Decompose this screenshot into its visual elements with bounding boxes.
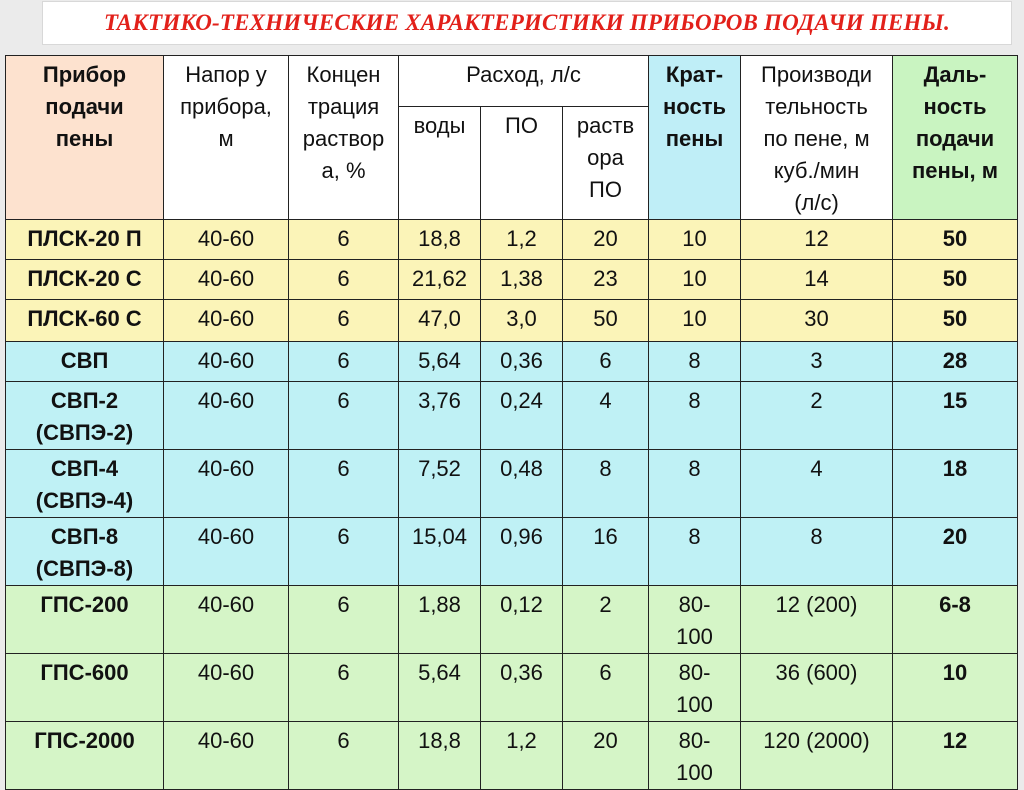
cell-line: 5,64	[418, 348, 461, 373]
cell-range	[893, 654, 1018, 722]
cell-po	[481, 300, 563, 342]
cell-device	[6, 300, 164, 342]
cell-line: СВП-8	[50, 524, 119, 549]
cell-line: 7,52	[418, 456, 461, 481]
header-line: раствор	[302, 126, 385, 151]
header-line: ора	[587, 145, 624, 171]
cell-expansion	[649, 260, 741, 300]
cell-solution	[563, 300, 649, 342]
cell-line: 40-60	[197, 348, 255, 373]
header-line: пены, м	[911, 158, 999, 183]
cell-solution	[563, 654, 649, 722]
cell-line: 6	[599, 348, 612, 373]
cell-line: 1,2	[506, 728, 537, 753]
cell-line: 80-	[678, 592, 711, 617]
cell-line: 8	[599, 456, 612, 481]
cell-line: (СВПЭ-2)	[35, 420, 134, 445]
cell-line: СВП-2	[50, 388, 119, 413]
cell-capacity	[741, 220, 893, 260]
cell-line: 0,12	[500, 592, 543, 617]
cell-line: 1,2	[506, 226, 537, 251]
header-flow-solution	[563, 107, 649, 220]
cell-expansion	[649, 382, 741, 450]
header-flow	[399, 56, 649, 107]
cell-solution	[563, 722, 649, 790]
header-line: Производи	[761, 62, 872, 87]
cell-capacity	[741, 260, 893, 300]
cell-device	[6, 220, 164, 260]
cell-water	[399, 450, 481, 518]
cell-pressure	[164, 450, 289, 518]
header-line: Концен	[306, 62, 381, 87]
header-range	[893, 56, 1018, 220]
cell-concentration	[289, 342, 399, 382]
cell-solution	[563, 586, 649, 654]
header-line: куб./мин	[773, 158, 860, 183]
cell-concentration	[289, 518, 399, 586]
cell-pressure	[164, 586, 289, 654]
cell-device	[6, 260, 164, 300]
cell-line: 50	[942, 306, 968, 331]
title-banner	[42, 1, 1012, 45]
cell-line: 40-60	[197, 306, 255, 331]
header-line: Прибор	[42, 62, 127, 87]
table-row	[6, 220, 1018, 260]
page-title: ТАКТИКО-ТЕХНИЧЕСКИЕ ХАРАКТЕРИСТИКИ ПРИБОРОВ ПОДАЧИ ПЕНЫ.	[104, 10, 950, 35]
cell-device	[6, 586, 164, 654]
cell-expansion	[649, 450, 741, 518]
cell-po	[481, 722, 563, 790]
header-line: трация	[307, 94, 380, 119]
cell-line: 40-60	[197, 388, 255, 413]
cell-line: 8	[688, 524, 701, 549]
cell-po	[481, 220, 563, 260]
header-line: раств	[576, 113, 635, 139]
cell-device	[6, 450, 164, 518]
cell-line: 6	[337, 524, 350, 549]
cell-line: (СВПЭ-8)	[35, 556, 134, 581]
header-line: Даль-	[923, 62, 987, 87]
header-line: (л/с)	[794, 190, 839, 215]
cell-line: 6	[337, 266, 350, 291]
cell-pressure	[164, 382, 289, 450]
header-device	[6, 56, 164, 220]
header-line: воды	[413, 113, 466, 139]
header-pressure	[164, 56, 289, 220]
cell-range	[893, 300, 1018, 342]
cell-po	[481, 342, 563, 382]
cell-line: СВП	[60, 348, 109, 373]
cell-line: 20	[593, 728, 618, 753]
cell-water	[399, 518, 481, 586]
cell-line: 80-	[678, 660, 711, 685]
header-line: ПО	[589, 177, 622, 203]
cell-water	[399, 220, 481, 260]
cell-line: 40-60	[197, 660, 255, 685]
cell-line: 10	[942, 660, 968, 685]
cell-line: 28	[942, 348, 968, 373]
cell-expansion	[649, 342, 741, 382]
cell-device	[6, 382, 164, 450]
header-device-text	[6, 56, 163, 155]
cell-line: 10	[682, 306, 707, 331]
cell-line: 15,04	[411, 524, 468, 549]
table-row	[6, 342, 1018, 382]
cell-capacity	[741, 342, 893, 382]
cell-range	[893, 260, 1018, 300]
cell-pressure	[164, 518, 289, 586]
cell-water	[399, 654, 481, 722]
header-concentration	[289, 56, 399, 220]
cell-expansion	[649, 586, 741, 654]
cell-range	[893, 382, 1018, 450]
header-line: м	[218, 126, 234, 151]
cell-capacity	[741, 518, 893, 586]
cell-line: 6-8	[939, 592, 971, 617]
cell-line: 12	[804, 226, 829, 251]
header-line: подачи	[45, 94, 124, 119]
cell-line: 5,64	[418, 660, 461, 685]
table-row	[6, 518, 1018, 586]
cell-po	[481, 382, 563, 450]
cell-line: ПЛСК-20 С	[27, 266, 142, 291]
cell-line: 14	[804, 266, 829, 291]
cell-capacity	[741, 654, 893, 722]
cell-line: 6	[599, 660, 612, 685]
cell-pressure	[164, 654, 289, 722]
cell-line: 40-60	[197, 728, 255, 753]
cell-line: 8	[688, 388, 701, 413]
cell-line: 0,48	[500, 456, 543, 481]
table-row	[6, 586, 1018, 654]
cell-line: 3,0	[506, 306, 537, 331]
cell-range	[893, 518, 1018, 586]
cell-line: 0,36	[500, 348, 543, 373]
cell-line: 30	[804, 306, 829, 331]
cell-line: 18	[942, 456, 968, 481]
cell-line: 4	[810, 456, 823, 481]
cell-po	[481, 586, 563, 654]
cell-capacity	[741, 300, 893, 342]
cell-concentration	[289, 450, 399, 518]
header-line: Расход, л/с	[466, 62, 581, 87]
cell-line: 6	[337, 306, 350, 331]
cell-line: 0,96	[500, 524, 543, 549]
cell-line: 100	[676, 624, 713, 649]
cell-line: 20	[593, 226, 618, 251]
cell-solution	[563, 382, 649, 450]
cell-concentration	[289, 300, 399, 342]
cell-line: 10	[682, 226, 707, 251]
header-row	[6, 56, 1018, 107]
cell-line: 0,36	[500, 660, 543, 685]
cell-solution	[563, 450, 649, 518]
cell-pressure	[164, 220, 289, 260]
header-line: Напор у	[185, 62, 267, 87]
cell-solution	[563, 220, 649, 260]
cell-range	[893, 722, 1018, 790]
cell-concentration	[289, 722, 399, 790]
table-row	[6, 450, 1018, 518]
cell-line: ПЛСК-20 П	[27, 226, 142, 251]
cell-line: 16	[593, 524, 618, 549]
cell-line: 1,38	[500, 266, 543, 291]
cell-line: ПЛСК-60 С	[27, 306, 142, 331]
cell-line: 6	[337, 592, 350, 617]
cell-line: 40-60	[197, 456, 255, 481]
cell-line: 6	[337, 388, 350, 413]
cell-device	[6, 654, 164, 722]
cell-line: 3	[810, 348, 823, 373]
cell-line: 40-60	[197, 226, 255, 251]
cell-line: 20	[942, 524, 968, 549]
cell-po	[481, 518, 563, 586]
header-capacity	[741, 56, 893, 220]
cell-line: 120 (2000)	[763, 728, 870, 753]
header-line: тельность	[765, 94, 868, 119]
cell-line: 40-60	[197, 266, 255, 291]
header-line: ПО	[505, 113, 538, 139]
cell-water	[399, 342, 481, 382]
cell-line: 18,8	[418, 728, 461, 753]
cell-line: 2	[599, 592, 612, 617]
cell-pressure	[164, 342, 289, 382]
cell-line: 50	[593, 306, 618, 331]
cell-expansion	[649, 300, 741, 342]
cell-capacity	[741, 450, 893, 518]
cell-line: 8	[810, 524, 823, 549]
cell-po	[481, 260, 563, 300]
cell-line: 6	[337, 348, 350, 373]
table-row	[6, 300, 1018, 342]
cell-line: 3,76	[418, 388, 461, 413]
cell-po	[481, 654, 563, 722]
cell-line: 100	[676, 760, 713, 785]
header-line: подачи	[915, 126, 995, 151]
cell-solution	[563, 518, 649, 586]
cell-solution	[563, 260, 649, 300]
cell-line: 15	[942, 388, 968, 413]
cell-pressure	[164, 722, 289, 790]
table-row	[6, 722, 1018, 790]
cell-water	[399, 382, 481, 450]
cell-line: 50	[942, 266, 968, 291]
specs-table	[5, 55, 1018, 790]
cell-line: СВП-4	[50, 456, 119, 481]
header-line: прибора,	[180, 94, 272, 119]
cell-concentration	[289, 220, 399, 260]
cell-line: 8	[688, 456, 701, 481]
cell-capacity	[741, 382, 893, 450]
table-row	[6, 654, 1018, 722]
header-flow-po	[481, 107, 563, 220]
cell-line: 80-	[678, 728, 711, 753]
cell-line: 6	[337, 226, 350, 251]
cell-solution	[563, 342, 649, 382]
cell-line: 6	[337, 660, 350, 685]
cell-line: 40-60	[197, 592, 255, 617]
cell-line: 0,24	[500, 388, 543, 413]
cell-capacity	[741, 722, 893, 790]
cell-device	[6, 722, 164, 790]
cell-water	[399, 260, 481, 300]
header-line: а, %	[321, 158, 366, 183]
cell-device	[6, 342, 164, 382]
cell-line: 100	[676, 692, 713, 717]
cell-line: 6	[337, 728, 350, 753]
cell-device	[6, 518, 164, 586]
cell-line: 36 (600)	[775, 660, 858, 685]
cell-range	[893, 586, 1018, 654]
cell-water	[399, 300, 481, 342]
cell-water	[399, 722, 481, 790]
cell-line: ГПС-200	[40, 592, 129, 617]
header-line: пены	[665, 126, 724, 151]
cell-concentration	[289, 382, 399, 450]
cell-line: 2	[810, 388, 823, 413]
header-line: Крат-	[665, 62, 724, 87]
cell-expansion	[649, 220, 741, 260]
cell-range	[893, 450, 1018, 518]
cell-expansion	[649, 722, 741, 790]
cell-line: ГПС-2000	[34, 728, 135, 753]
cell-line: 47,0	[418, 306, 461, 331]
table-row	[6, 260, 1018, 300]
header-line: ность	[663, 94, 726, 119]
cell-line: 8	[688, 348, 701, 373]
table-row	[6, 382, 1018, 450]
cell-line: 21,62	[411, 266, 468, 291]
cell-concentration	[289, 586, 399, 654]
cell-range	[893, 220, 1018, 260]
cell-line: 23	[593, 266, 618, 291]
cell-pressure	[164, 260, 289, 300]
cell-line: 10	[682, 266, 707, 291]
cell-line: 50	[942, 226, 968, 251]
cell-line: 1,88	[418, 592, 461, 617]
cell-water	[399, 586, 481, 654]
cell-capacity	[741, 586, 893, 654]
header-expansion	[649, 56, 741, 220]
cell-line: 12 (200)	[775, 592, 858, 617]
cell-range	[893, 342, 1018, 382]
cell-line: 18,8	[418, 226, 461, 251]
cell-concentration	[289, 654, 399, 722]
cell-line: ГПС-600	[40, 660, 129, 685]
cell-line: 12	[942, 728, 968, 753]
cell-line: 40-60	[197, 524, 255, 549]
cell-line: 4	[599, 388, 612, 413]
cell-po	[481, 450, 563, 518]
cell-line: (СВПЭ-4)	[35, 488, 134, 513]
header-line: пены	[55, 126, 114, 151]
header-line: по пене, м	[763, 126, 870, 151]
cell-concentration	[289, 260, 399, 300]
header-flow-water	[399, 107, 481, 220]
cell-line: 6	[337, 456, 350, 481]
cell-pressure	[164, 300, 289, 342]
cell-expansion	[649, 518, 741, 586]
cell-expansion	[649, 654, 741, 722]
header-line: ность	[923, 94, 987, 119]
